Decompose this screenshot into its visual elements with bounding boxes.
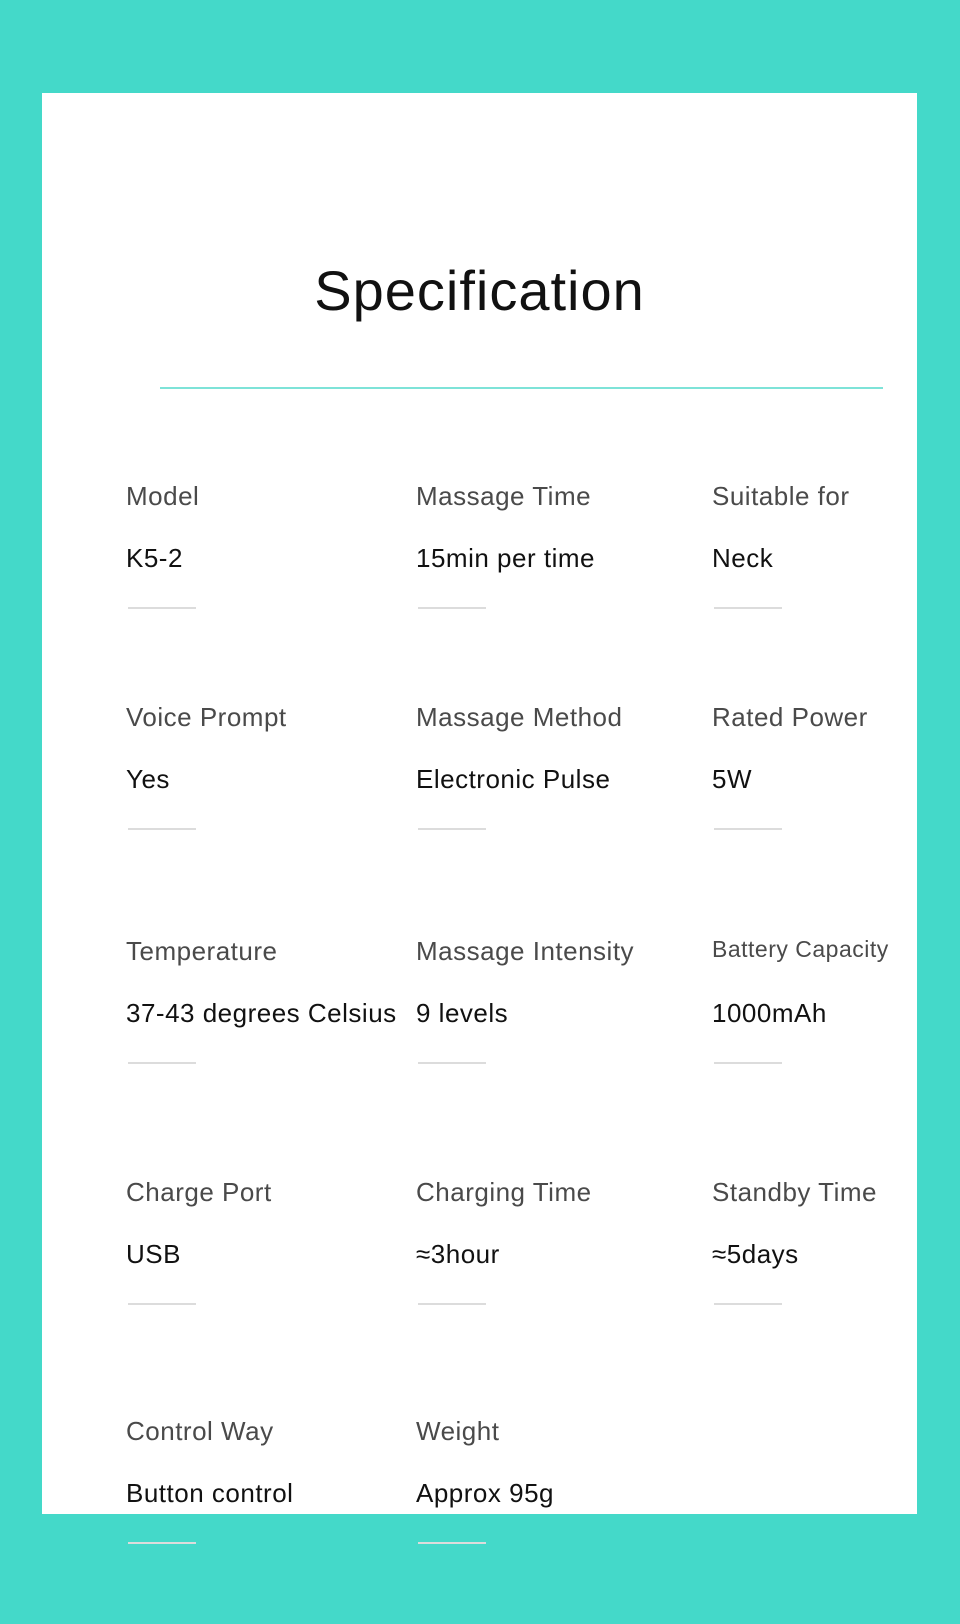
- spec-card: [42, 93, 917, 1514]
- spec-value: ≈5days: [712, 1239, 799, 1269]
- page-title: Specification: [314, 259, 645, 322]
- spec-label: Voice Prompt: [126, 702, 287, 732]
- spec-divider: [418, 828, 486, 830]
- spec-value: 9 levels: [416, 998, 509, 1028]
- spec-label: Massage Time: [416, 481, 592, 511]
- spec-divider: [418, 607, 486, 609]
- spec-divider: [128, 1542, 196, 1544]
- spec-value: Approx 95g: [416, 1478, 554, 1508]
- spec-divider: [418, 1303, 486, 1305]
- spec-value: USB: [126, 1239, 181, 1269]
- spec-divider: [128, 828, 196, 830]
- spec-divider: [714, 1303, 782, 1305]
- spec-label: Model: [126, 481, 200, 511]
- spec-divider: [714, 607, 782, 609]
- spec-value: Electronic Pulse: [416, 764, 611, 794]
- spec-label: Temperature: [126, 936, 278, 966]
- spec-value: Button control: [126, 1478, 294, 1508]
- spec-value: ≈3hour: [416, 1239, 500, 1269]
- spec-value: 37-43 degrees Celsius: [126, 998, 397, 1028]
- spec-label: Suitable for: [712, 481, 850, 511]
- spec-label: Control Way: [126, 1416, 274, 1446]
- spec-label: Massage Intensity: [416, 936, 635, 966]
- spec-value: 15min per time: [416, 543, 595, 573]
- spec-divider: [128, 1303, 196, 1305]
- spec-value: Neck: [712, 543, 774, 573]
- spec-value: 1000mAh: [712, 998, 827, 1028]
- spec-divider: [418, 1062, 486, 1064]
- spec-label: Rated Power: [712, 702, 868, 732]
- spec-label: Battery Capacity: [712, 936, 889, 962]
- spec-value: 5W: [712, 764, 752, 794]
- spec-divider: [128, 607, 196, 609]
- spec-label: Standby Time: [712, 1177, 877, 1207]
- spec-label: Weight: [416, 1416, 500, 1446]
- spec-label: Charge Port: [126, 1177, 272, 1207]
- spec-value: K5-2: [126, 543, 183, 573]
- spec-label: Massage Method: [416, 702, 623, 732]
- spec-divider: [714, 1062, 782, 1064]
- spec-value: Yes: [126, 764, 170, 794]
- spec-divider: [418, 1542, 486, 1544]
- spec-label: Charging Time: [416, 1177, 592, 1207]
- spec-divider: [714, 828, 782, 830]
- spec-divider: [128, 1062, 196, 1064]
- title-divider: [160, 387, 883, 389]
